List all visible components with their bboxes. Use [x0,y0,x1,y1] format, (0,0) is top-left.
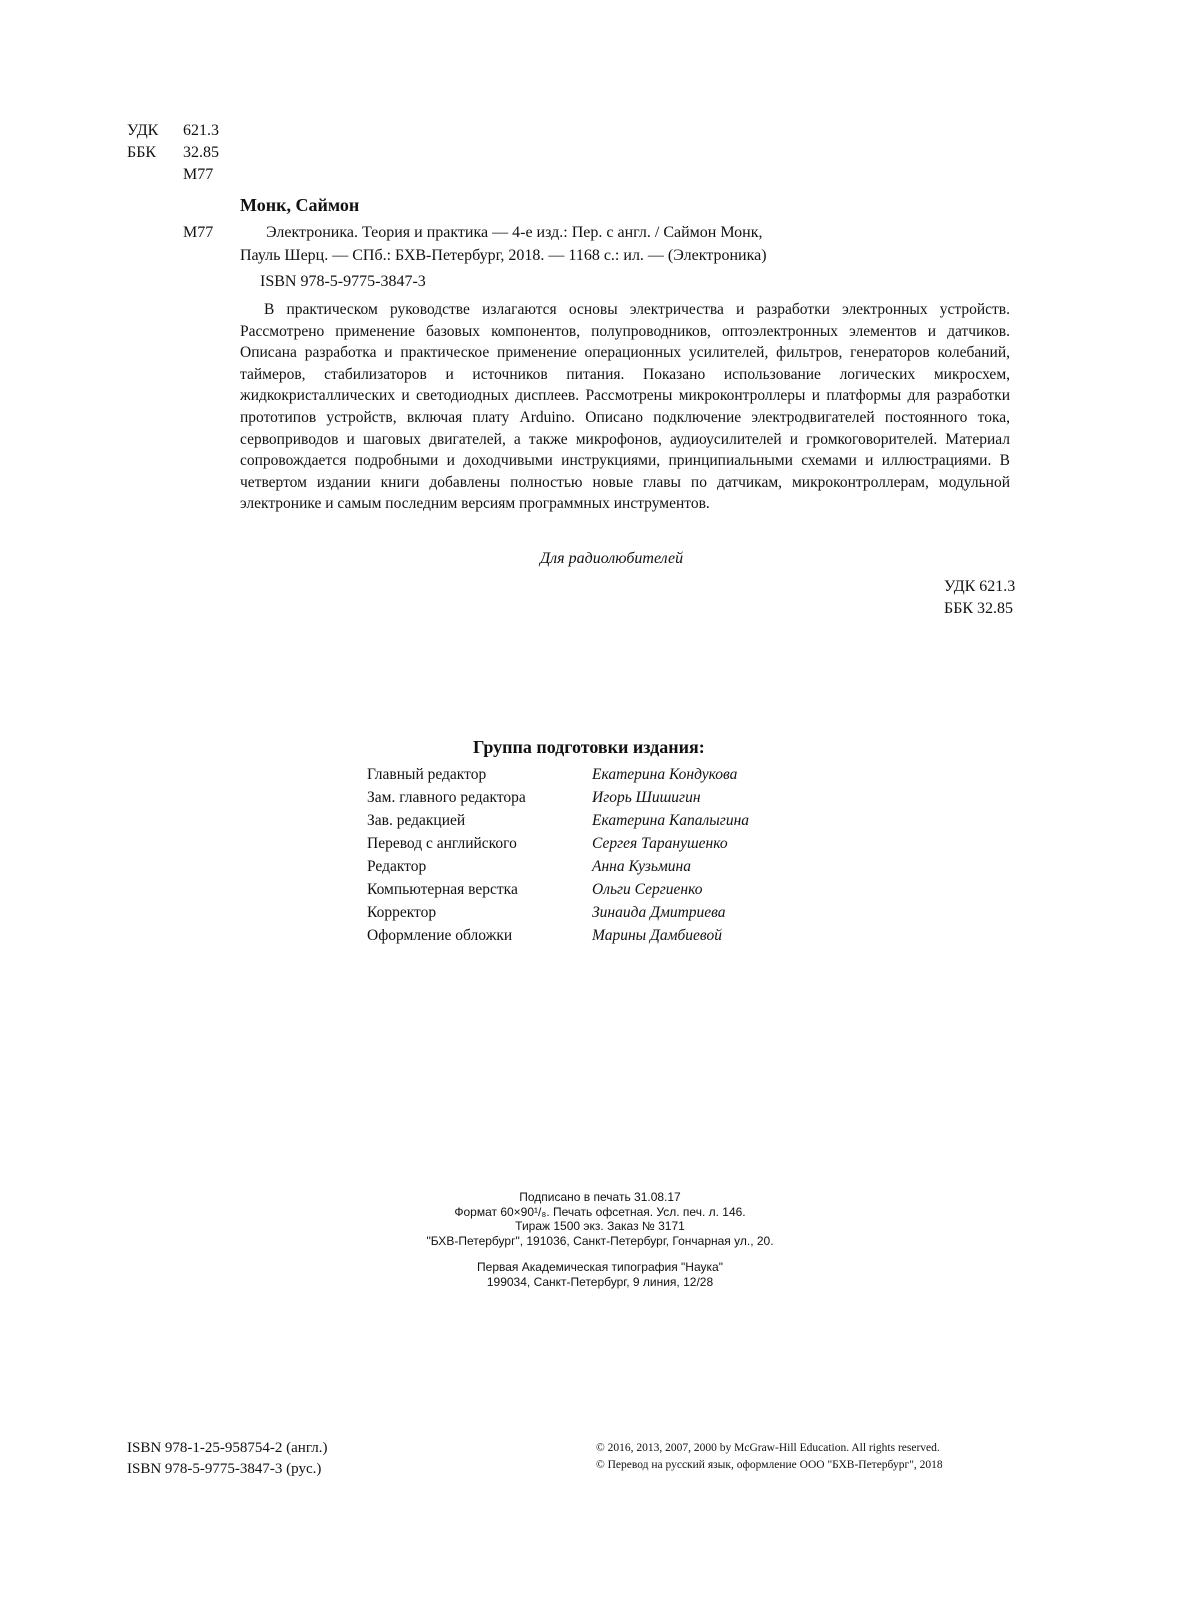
team-person: Зинаида Дмитриева [592,904,726,921]
classification-right [944,576,1015,620]
team-row [367,809,749,832]
team-role: Оформление обложки [367,927,513,944]
imprint-gap [0,1248,1200,1260]
isbn-main: ISBN 978-5-9775-3847-3 [260,273,426,290]
isbn-russian: ISBN 978-5-9775-3847-3 (рус.) [127,1461,322,1477]
classification-key [127,164,183,186]
team-row [367,832,749,855]
biblio-line-2: Пауль Шерц. — СПб.: БХВ-Петербург, 2018. — 1168 с.: ил. — (Электроника) [240,247,767,264]
classification-value: М77 [183,166,214,183]
copyright-original: © 2016, 2013, 2007, 2000 by McGraw-Hill Education. All rights reserved. [596,1442,940,1454]
team-person: Анна Кузьмина [592,858,691,875]
team-person: Сергея Таранушенко [592,835,728,852]
copyright-block [596,1440,943,1474]
audience-note: Для радиолюбителей [540,550,684,567]
imprint-printer: Первая Академическая типография "Наука" [477,1260,723,1274]
udk-right: УДК 621.3 [944,578,1016,595]
classification-row-author-mark [127,164,219,186]
imprint-format: Формат 60×90¹/₈. Печать офсетная. Усл. печ. л. 146. [454,1204,746,1219]
copyright-translation: © Перевод на русский язык, оформление ООО "БХВ-Петербург", 2018 [596,1459,943,1471]
team-row [367,924,749,947]
team-role: Корректор [367,904,437,921]
imprint-print-run: Тираж 1500 экз. Заказ № 3171 [515,1219,685,1233]
team-row [367,855,749,878]
imprint-printer-address: 199034, Санкт-Петербург, 9 линия, 12/28 [486,1274,714,1289]
team-row [367,763,749,786]
classification-key: УДК [127,122,159,139]
team-role: Зав. редакцией [367,812,466,829]
isbn-english: ISBN 978-1-25-958754-2 (англ.) [127,1440,328,1456]
author-mark: М77 [183,224,214,241]
team-role: Зам. главного редактора [367,789,526,806]
author-heading: Монк, Саймон [240,195,360,215]
team-person: Марины Дамбиевой [592,927,722,944]
bbk-right: ББК 32.85 [944,600,1014,617]
team-role: Компьютерная верстка [367,881,518,898]
classification-value: 621.3 [183,122,219,139]
imprint-signed: Подписано в печать 31.08.17 [519,1190,681,1204]
abstract-paragraph: В практическом руководстве излагаются основы электричества и разработки электронных устройств. Рассмотрено применение базовых компонентов, полупроводников, оптоэлектронных элементов и датчиков. Описана разработка и практическое применение операционных усилителей, фильтров, генераторов колебаний, таймеров, стабилизаторов и источников питания. Показано использование логических микросхем, жидкокристаллических и светодиодных дисплеев. Рассмотрены микроконтроллеры и платформы для разработки прототипов устройств, включая плату Arduino. Описано подключение электродвигателей постоянного тока, сервоприводов и шаговых двигателей, а также микрофонов, аудиоусилителей и громкоговорителей. Материал сопровождается подробными и доходчивыми инструкциями, принципиальными схемами и иллюстрациями. В четвертом издании книги добавлены полностью новые главы по датчикам, микроконтроллерам, модульной электронике и самым последним версиям программных инструментов. [240,301,1010,513]
classification-row-bbk [127,142,219,164]
biblio-line-1: Электроника. Теория и практика — 4-е изд.: Пер. с англ. / Саймон Монк, [266,224,763,241]
team-role: Редактор [367,858,427,875]
imprint-publisher-address: "БХВ-Петербург", 191036, Санкт-Петербург, Гончарная ул., 20. [426,1233,774,1248]
classification-key: ББК [127,144,157,161]
classification-value: 32.85 [183,144,219,161]
team-person: Игорь Шишигин [592,789,701,806]
team-title: Группа подготовки издания: [473,737,705,757]
team-person: Екатерина Кондукова [592,766,738,783]
isbn-bottom-block [127,1438,327,1480]
team-role: Перевод с английского [367,835,517,852]
team-person: Ольги Сергиенко [592,881,703,898]
classification-block [127,120,219,186]
team-row [367,901,749,924]
team-row [367,786,749,809]
team-row [367,878,749,901]
imprint-block [0,1190,1200,1289]
team-person: Екатерина Капалыгина [592,812,750,829]
team-list [367,763,749,947]
classification-row-udk [127,120,219,142]
team-role: Главный редактор [367,766,487,783]
